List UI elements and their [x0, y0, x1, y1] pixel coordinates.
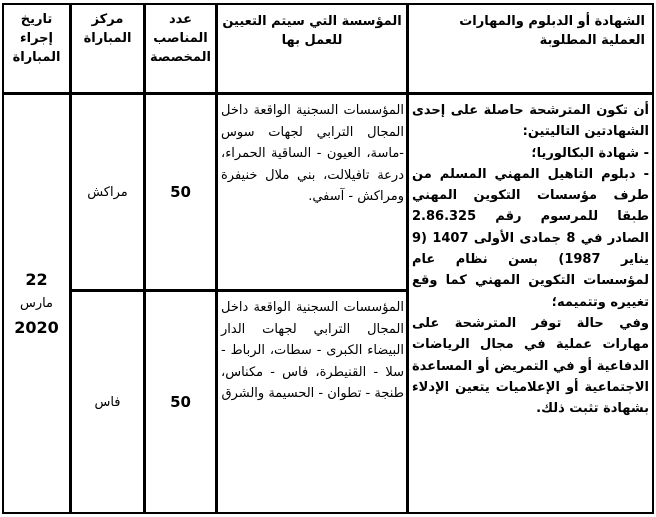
- header-institutions: المؤسسة التي سيتم التعيين للعمل بها: [217, 4, 408, 94]
- certificate-requirements: [408, 94, 654, 514]
- institutions-cell: المؤسسات السجنية الواقعة داخل المجال الترابي لجهات سوس -ماسة، العيون - الساقية الحمراء، درعة تافيلالت، بني ملال خنيفرة ومراكش - آسفي.: [217, 94, 408, 291]
- header-center: مركز المباراة: [71, 4, 145, 94]
- certificate-line: أن تكون المترشحة حاصلة على إحدى الشهادتين التاليتين:: [412, 103, 649, 140]
- positions-count: 50: [145, 94, 217, 291]
- exam-date-year: 2020: [14, 317, 59, 337]
- exam-center: مراكش: [71, 94, 145, 291]
- header-certificate: الشهادة أو الدبلوم والمهارات العملية المطلوبة: [408, 4, 654, 94]
- certificate-line: وفي حالة توفر المترشحة على مهارات عملية في مجال الرياضات الدفاعية أو في التمريض أو المساعدة الاجتماعية أو الإعلاميات يتعين الإدلاء بشهادة تثبت ذلك.: [412, 315, 649, 417]
- exam-date-day: 22: [25, 269, 48, 289]
- exam-center: فاس: [71, 291, 145, 514]
- recruitment-table: [2, 3, 654, 514]
- certificate-line: - شهادة البكالوريا؛: [531, 145, 649, 161]
- exam-date-month: مارس: [19, 295, 54, 311]
- certificate-line: - دبلوم التاهيل المهني المسلم من طرف مؤسسات التكوين المهني طبقا للمرسوم رقم 2.86.325 الصادر في 8 جمادى الأولى 1407 (9 يناير 1987) بسن نظام عام لمؤسسات التكوين المهني كما وقع تغييره وتتميمه؛: [412, 166, 649, 310]
- header-date: تاريخ إجراء المباراة: [3, 4, 71, 94]
- header-row: [3, 4, 654, 94]
- positions-count: 50: [145, 291, 217, 514]
- institutions-cell: المؤسسات السجنية الواقعة داخل المجال الترابي لجهات الدار البيضاء الكبرى - سطات، الرباط - سلا - القنيطرة، فاس - مكناس، طنجة - تطوان - الحسيمة والشرق: [217, 291, 408, 514]
- exam-date: [3, 94, 71, 514]
- table-row: [3, 94, 654, 291]
- header-positions: عدد المناصب المخصصة: [145, 4, 217, 94]
